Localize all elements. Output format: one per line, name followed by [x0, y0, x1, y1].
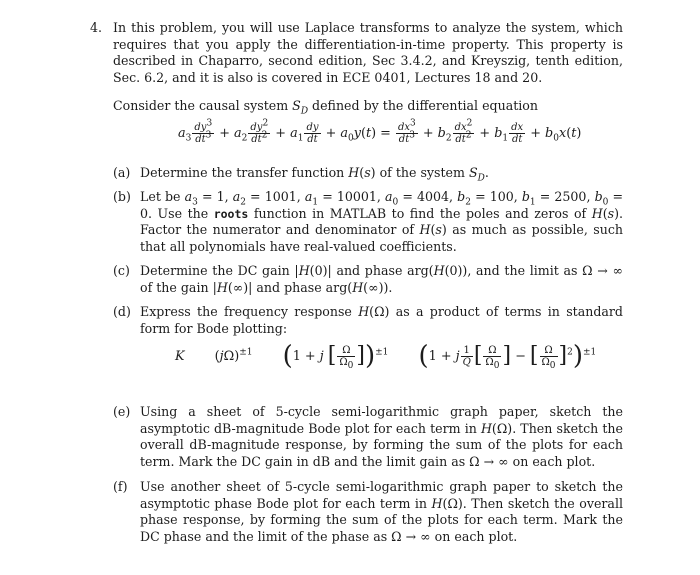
differential-equation: $a_3$ $\frac{dy^3}{dt^3}$ + $a_2$ $\frac{dy^2}{dt^2}$ + $a_1$ $\frac{dy}{dt}$ + $a_0y(t)$ = $\frac{dx^3}{dt^3}$ + $b_2$ $\frac{dx^2}{dt^2}$ + $b_1$ $\frac{dx}{dt}$ + $b_0x(t)$ — [178, 118, 582, 145]
part-c: (c) Determine the DC gain |H(0)| and phase arg(H(0)), and the limit as Ω → ∞ of the gain |H(∞)| and phase arg(H(∞)). — [113, 263, 624, 295]
part-a: (a) Determine the transfer function H(s) of the system $S_D$. — [113, 165, 489, 184]
part-label: (f) — [113, 479, 128, 494]
part-label: (b) — [113, 189, 131, 204]
part-label: (e) — [113, 404, 131, 419]
part-label: (a) — [113, 165, 131, 180]
part-f: (f) Use another sheet of 5-cycle semi-logarithmic graph paper to sketch the asymptotic phase Bode plot for each term in H(Ω). Then sketch the overall phase response, by forming the sum of the plots for each term. Mark the DC phase and the limit of the phase as Ω → ∞ on each plot. — [113, 479, 623, 544]
consider-sentence: Consider the causal system $S_D$ defined by the differential equation — [113, 98, 539, 117]
part-b: (b) Let be $a_3 = 1$, $a_2 = 1001$, $a_1 = 10001$, $a_0 = 4004$, $b_2 = 100$, $b_1 = 2500$, $b_0 = 0$. Use the roots function in MATLAB to find the poles and zeros of H(s). Factor the numerator and denominator of H(s) as much as possible, such that all polynomials have real-valued coefficients. — [113, 189, 624, 254]
problem-number: 4. — [90, 20, 103, 35]
part-d: (d) Express the frequency response H(Ω) as a product of terms in standard form for Bode plotting: — [113, 304, 623, 336]
part-e: (e) Using a sheet of 5-cycle semi-logarithmic graph paper, sketch the asymptotic dB-magnitude Bode plot for each term in H(Ω). Then sketch the overall dB-magnitude response, by forming the sum of the plots for each term. Mark the DC gain in dB and the limit gain as Ω → ∞ on each plot. — [113, 404, 623, 469]
part-label: (d) — [113, 304, 131, 319]
bode-standard-terms: K $(j\Omega)^{\pm 1}$ (1 + j [ $\frac{\Omega}{\Omega_0}$ ])$^{\pm 1}$ (1 + j $\frac{1}{Q}$ [ $\frac{\Omega}{\Omega_0}$ ] − [ $\frac{\Omega}{\Omega_0}$ ]$^2$)$^{\pm 1}$ — [175, 341, 597, 372]
part-label: (c) — [113, 263, 130, 278]
problem-intro: In this problem, you will use Laplace transforms to analyze the system, which requires that you apply the differentiation-in-time property. This property is described in Chaparro, second edition, Sec 3.4.2, and Kreyszig, tenth edition, Sec. 6.2, and it is also is covered in ECE 0401, Lectures 18 and 20. — [113, 20, 623, 85]
